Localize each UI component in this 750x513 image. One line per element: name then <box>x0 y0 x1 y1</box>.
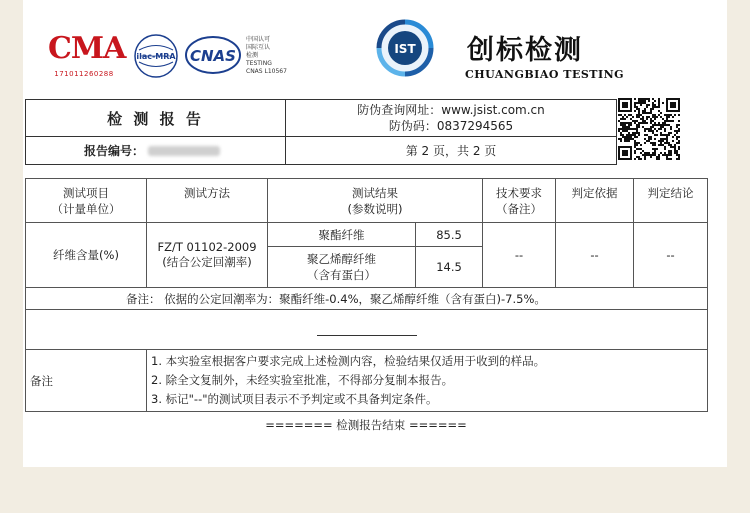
report-title-cell <box>26 100 286 137</box>
ilac-mra-text: ilac-MRA <box>136 52 176 61</box>
anti-fake-code: 防伪码：0837294565 <box>388 119 514 133</box>
cell-basis: -- <box>556 223 634 288</box>
ist-text: IST <box>394 42 416 56</box>
cell-notes <box>147 350 708 412</box>
ist-logo <box>375 18 435 78</box>
cnas-logo <box>185 35 241 75</box>
cell-fiber1-name: 聚酯纤维 <box>268 223 416 247</box>
cell-item: 纤维含量(%) <box>26 223 147 288</box>
report-no-label: 报告编号： <box>84 144 145 158</box>
cnas-line: 中国认可 <box>246 36 271 43</box>
ilac-mra-logo <box>133 33 179 79</box>
cnas-line: TESTING <box>246 60 272 67</box>
qr-code <box>618 98 680 160</box>
report-title: 检 测 报 告 <box>107 109 204 128</box>
note-line: 3. 标记"--"的测试项目表示不予判定或不具备判定条件。 <box>151 392 438 406</box>
header-result: 测试结果 (参数说明) <box>268 179 483 223</box>
cell-requirement: -- <box>483 223 556 288</box>
report-end-line: ======= 检测报告结束 ====== <box>265 418 467 432</box>
cell-method <box>147 223 268 288</box>
cell-fiber1-value: 85.5 <box>416 223 483 247</box>
cell-fiber2-name: 聚乙烯醇纤维 （含有蛋白） <box>268 247 416 288</box>
report-no-cell <box>26 137 286 164</box>
cell-conclusion: -- <box>634 223 708 288</box>
table-row <box>26 223 708 247</box>
header-requirement: 技术要求 （备注） <box>483 179 556 223</box>
brand-name-cn: 创标检测 <box>467 35 583 66</box>
brand-name-en: CHUANGBIAO TESTING <box>465 68 625 81</box>
cma-logo <box>48 30 126 80</box>
cell-fiber2-value: 14.5 <box>416 247 483 288</box>
table-row <box>26 310 708 350</box>
header-item: 测试项目 （计量单位） <box>26 179 147 223</box>
cell-remark-line: 备注： 依据的公定回潮率为：聚酯纤维-0.4%，聚乙烯醇纤维（含有蛋白)-7.5%。 <box>26 288 708 310</box>
table-row <box>26 288 708 310</box>
query-site: 防伪查询网址：www.jsist.com.cn <box>357 103 545 117</box>
cnas-info <box>246 36 316 76</box>
method-note: (结合公定回潮率) <box>162 255 252 269</box>
divider-line <box>317 335 417 336</box>
header-method: 测试方法 <box>147 179 268 223</box>
table-header-row <box>26 179 708 223</box>
query-info-cell <box>286 100 616 137</box>
cnas-line: 检测 <box>246 52 259 59</box>
cma-number: 171011260288 <box>54 70 114 78</box>
note-line: 1. 本实验室根据客户要求完成上述检测内容，检验结果仅适用于收到的样品。 <box>151 354 546 368</box>
header-conclusion: 判定结论 <box>634 179 708 223</box>
page-info-cell <box>286 137 616 164</box>
report-no-value-blurred <box>148 146 220 156</box>
table-row <box>26 350 708 412</box>
cell-footer-label: 备注 <box>26 350 147 412</box>
cnas-line: CNAS L10567 <box>246 68 287 75</box>
results-table <box>25 178 708 412</box>
page-info: 第 2 页，共 2 页 <box>405 144 497 158</box>
cma-logo-text: CMA <box>48 31 126 66</box>
method-code: FZ/T 01102-2009 <box>157 240 257 254</box>
report-header-box <box>25 99 617 165</box>
header-basis: 判定依据 <box>556 179 634 223</box>
cnas-line: 国际互认 <box>246 44 271 51</box>
cnas-text: CNAS <box>190 47 236 65</box>
cell-blank <box>26 310 708 350</box>
note-line: 2. 除全文复制外，未经实验室批准，不得部分复制本报告。 <box>151 373 454 387</box>
